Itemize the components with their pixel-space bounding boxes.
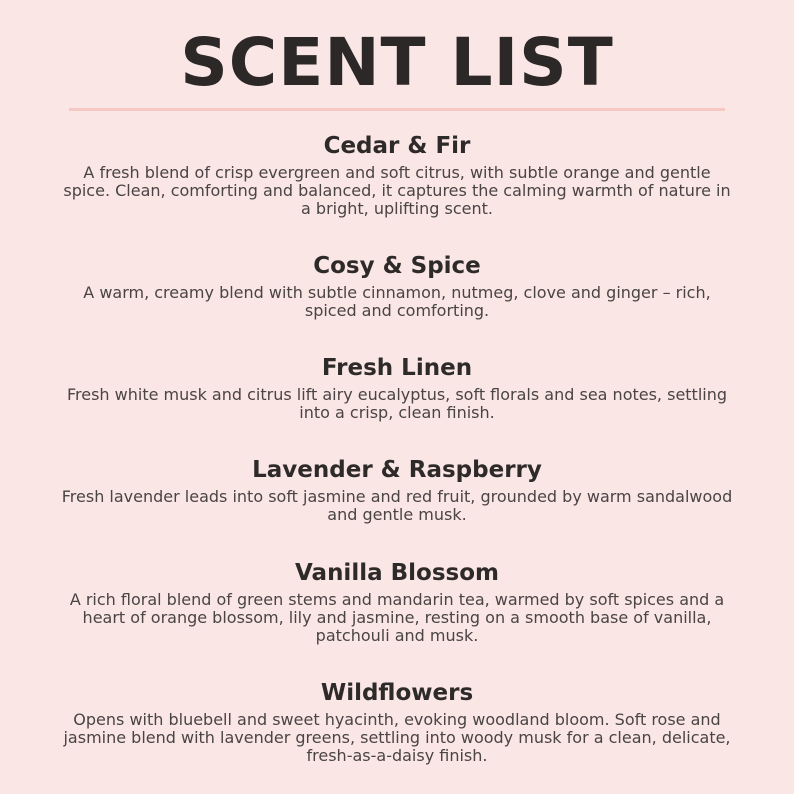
scent-name: Wildflowers	[320, 680, 474, 706]
scent-description: A fresh blend of crisp evergreen and soft citrus, with subtle orange and gentle spice. Clean, comforting and balanced, it captures the calming warmth of nature in a bright, uplifting scent.	[63, 163, 731, 218]
scent-description: A warm, creamy blend with subtle cinnamon, nutmeg, clove and ginger – rich, spiced and comforting.	[83, 283, 711, 320]
scent-item-wildflowers	[60, 679, 734, 765]
scent-name: Vanilla Blossom	[295, 560, 499, 586]
scent-item-cosy-spice	[60, 252, 734, 320]
scent-name: Fresh Linen	[321, 355, 473, 381]
scent-name: Cosy & Spice	[313, 253, 481, 279]
scent-item-fresh-linen	[60, 354, 734, 422]
scent-description: Fresh white musk and citrus lift airy eucalyptus, soft florals and sea notes, settling into a crisp, clean finish.	[66, 385, 728, 422]
scent-item-vanilla-blossom	[60, 559, 734, 645]
scent-description: A rich floral blend of green stems and mandarin tea, warmed by soft spices and a heart of orange blossom, lily and jasmine, resting on a smooth base of vanilla, patchouli and musk.	[69, 590, 725, 645]
page-title: SCENT LIST	[180, 24, 614, 101]
scent-description: Fresh lavender leads into soft jasmine and red fruit, grounded by warm sandalwood and gentle musk.	[61, 487, 733, 524]
scent-description: Opens with bluebell and sweet hyacinth, evoking woodland bloom. Soft rose and jasmine blend with lavender greens, settling into woody musk for a clean, delicate, fresh-as-a-daisy finish.	[63, 710, 731, 765]
scent-name: Lavender & Raspberry	[252, 457, 542, 483]
scent-item-lavender-raspberry	[60, 456, 734, 524]
scent-item-cedar-fir	[60, 132, 734, 218]
scent-name: Cedar & Fir	[323, 133, 471, 159]
